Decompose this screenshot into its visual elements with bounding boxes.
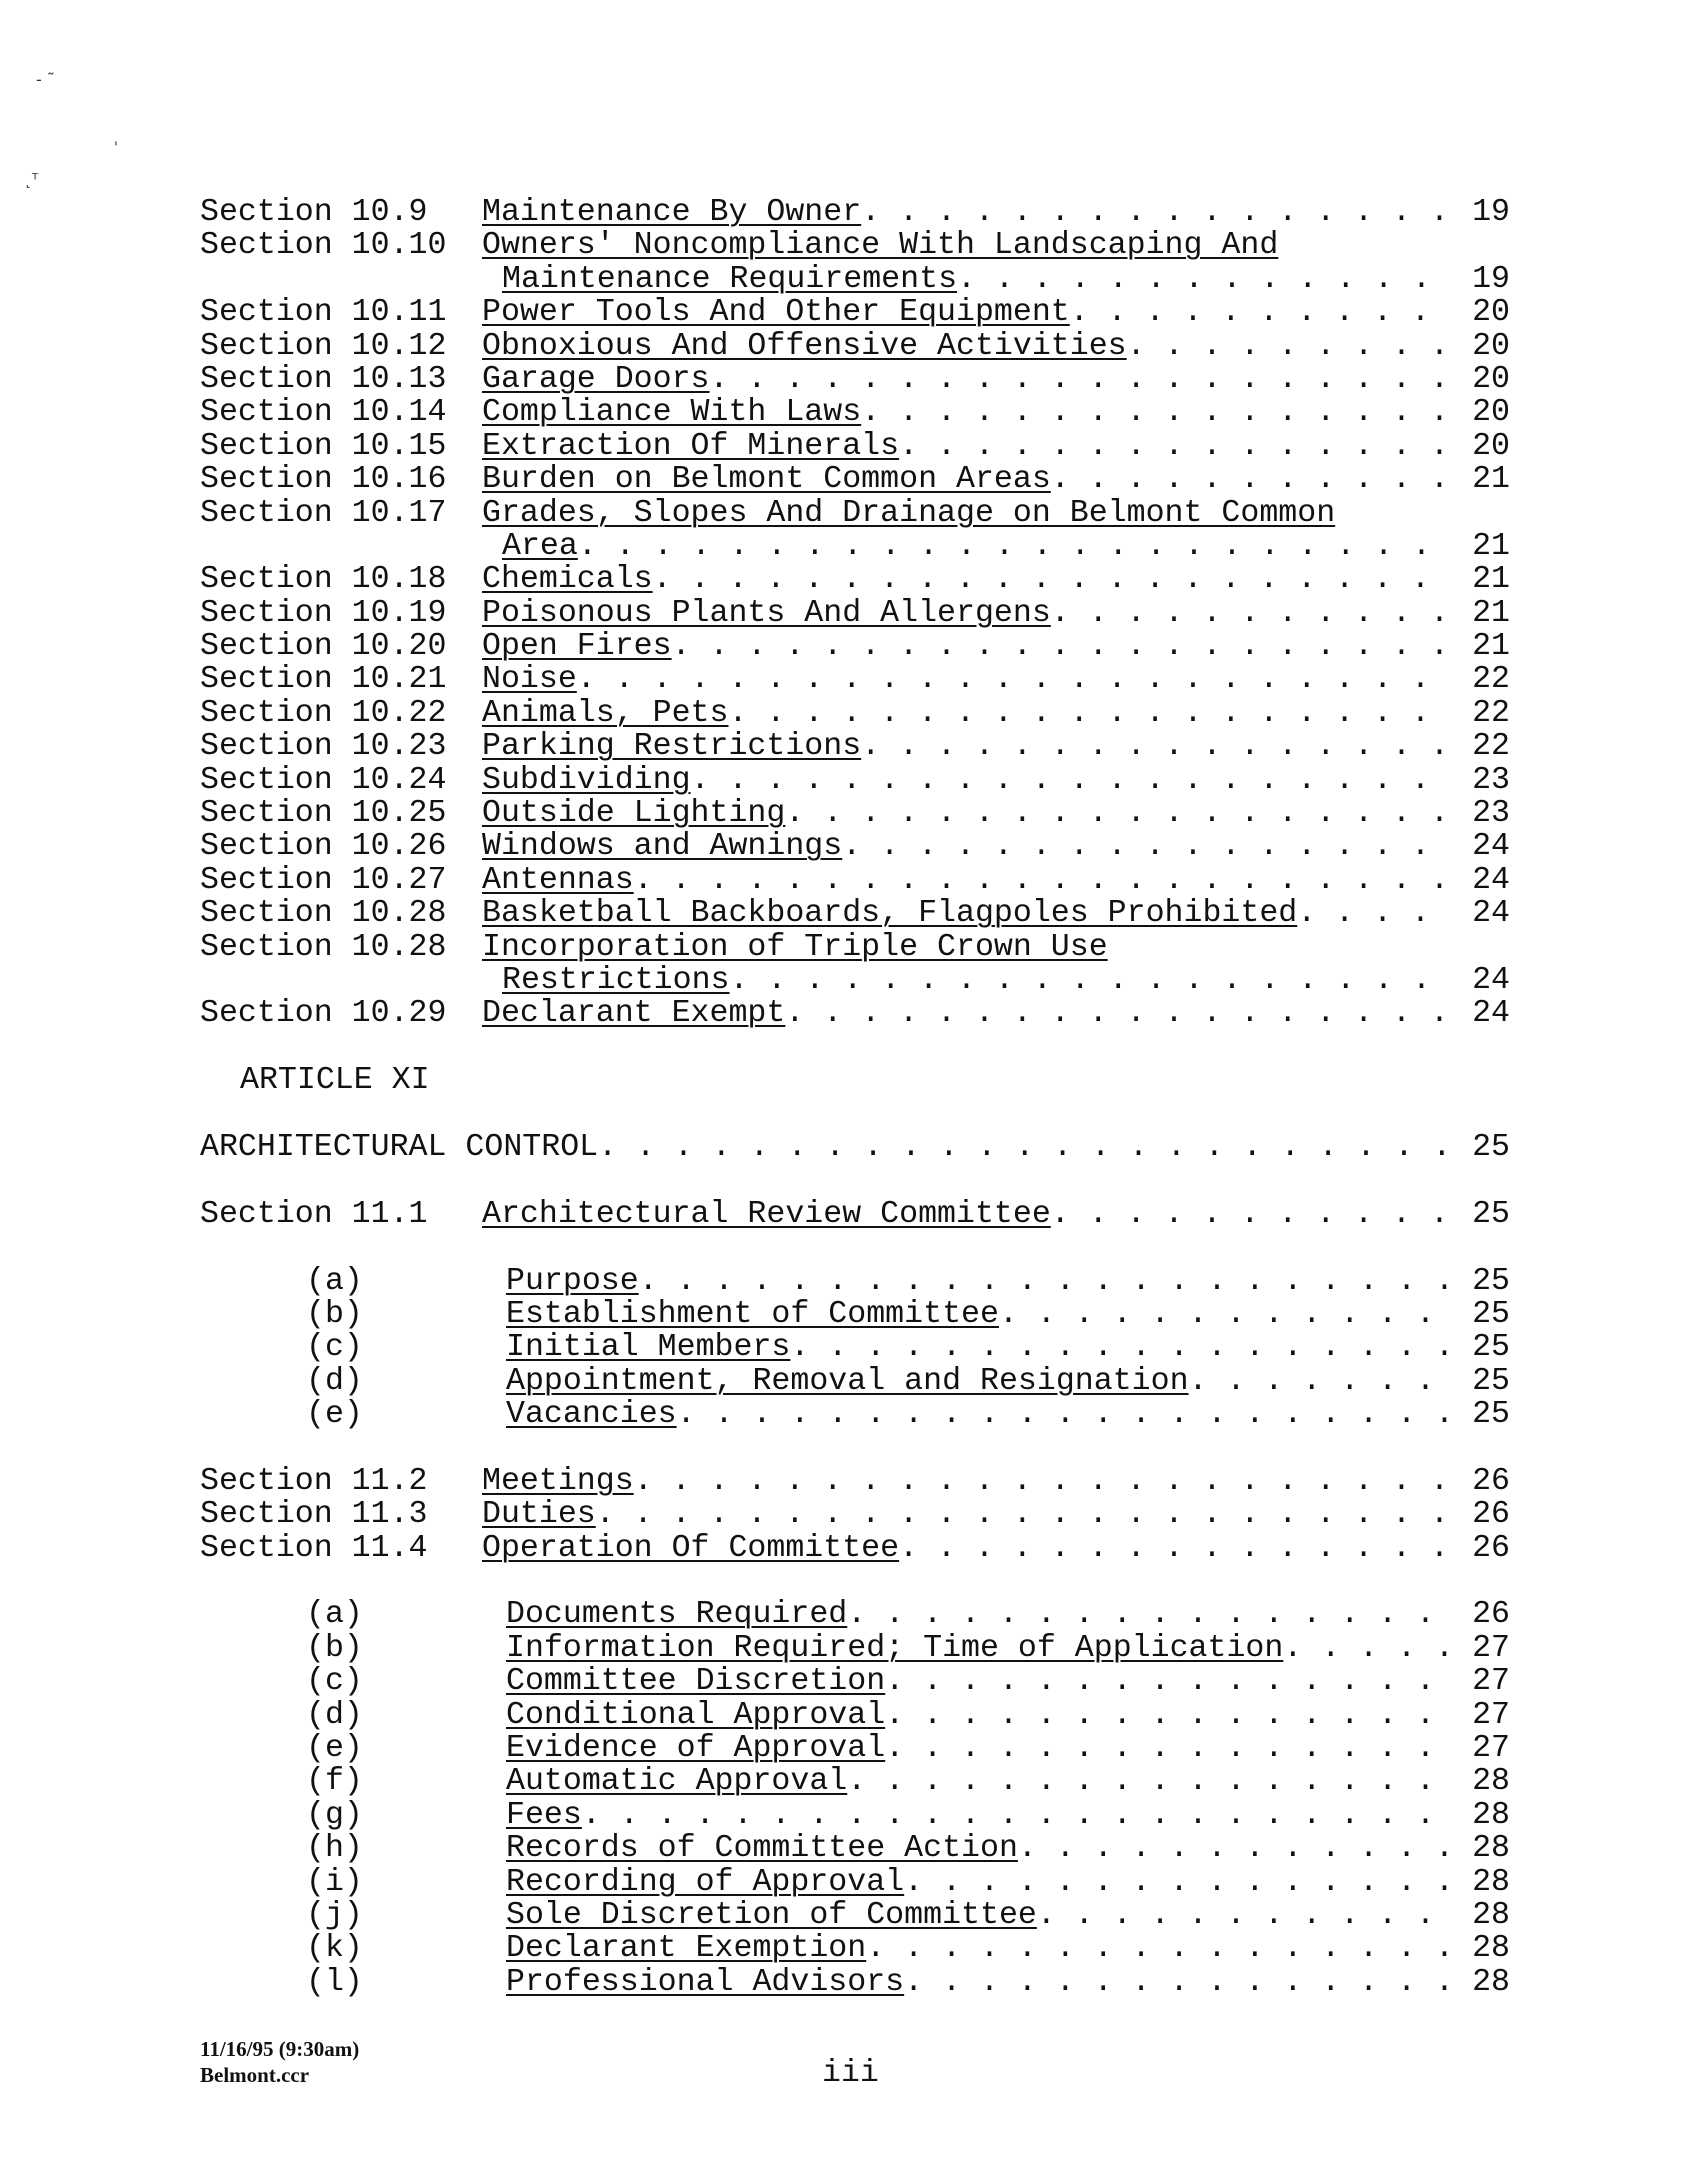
entry-title: Outside Lighting (482, 797, 786, 831)
subsection-label: (e) (306, 1730, 363, 1766)
dot-leader (904, 1966, 1450, 1999)
subsection-label: (l) (306, 1964, 363, 2000)
page-ref: 23 (1472, 796, 1510, 832)
entry-title: Fees (506, 1798, 582, 1833)
section-number (200, 964, 482, 997)
section-number: Section 10.23 (200, 729, 447, 765)
toc-entry (200, 1765, 1510, 1798)
page-ref: 26 (1472, 1530, 1510, 1566)
entry-title: Maintenance Requirements (502, 262, 958, 297)
entry-title: Establishment of Committee (506, 1297, 999, 1332)
page-ref: 24 (1472, 996, 1510, 1032)
section-number: Section 10.18 (200, 562, 447, 598)
dot-leader (1051, 597, 1450, 630)
entry-title-wrap (506, 1632, 1450, 1665)
spacer (200, 1031, 1510, 1064)
toc-entry (200, 931, 1510, 964)
page-ref: 20 (1472, 428, 1510, 464)
dot-leader (790, 1331, 1450, 1364)
page-ref: 19 (1472, 195, 1510, 230)
entry-title: Parking Restrictions (482, 730, 862, 764)
section-number: Section 10.16 (200, 462, 447, 498)
dot-leader (634, 864, 1450, 897)
dot-leader (861, 730, 1450, 763)
page-ref: 27 (1472, 1730, 1510, 1766)
page-ref: 26 (1472, 1497, 1510, 1533)
entry-title: Animals, Pets (482, 696, 729, 731)
entry-title-wrap (482, 263, 1450, 296)
entry-title-wrap (482, 463, 1450, 496)
entry-title-wrap (506, 1365, 1450, 1398)
scan-speck: - ˜ (36, 70, 55, 89)
dot-leader (653, 563, 1450, 596)
toc-entry (200, 1331, 1510, 1364)
entry-title: Noise (482, 663, 577, 697)
page-ref: 21 (1472, 562, 1510, 598)
entry-title: Declarant Exemption (506, 1932, 867, 1966)
toc-entry (200, 430, 1510, 463)
dot-leader (1127, 330, 1450, 363)
entry-title-wrap (482, 530, 1450, 563)
toc-entry (200, 263, 1510, 296)
entry-title: Meetings (482, 1464, 634, 1499)
subsection-label: (e) (306, 1397, 363, 1433)
entry-title: Initial Members (506, 1331, 791, 1365)
page-ref: 24 (1472, 829, 1510, 865)
subsection-label: (c) (306, 1664, 363, 1700)
entry-title: Windows and Awnings (482, 830, 843, 864)
subsection-label: (k) (306, 1931, 363, 1967)
toc-entry (200, 1265, 1510, 1298)
entry-title: Automatic Approval (506, 1765, 848, 1799)
entry-title-wrap (482, 330, 1450, 363)
page-ref: 27 (1472, 1664, 1510, 1700)
toc-entry (200, 1932, 1510, 1965)
entry-title: Garage Doors (482, 362, 710, 397)
toc-entry (200, 830, 1510, 863)
article-title-row (200, 1131, 1510, 1164)
page-ref: 25 (1472, 1363, 1510, 1399)
entry-title-wrap (482, 597, 1450, 630)
page-ref: 20 (1472, 295, 1510, 331)
page-ref: 24 (1472, 862, 1510, 898)
dot-leader (842, 830, 1450, 863)
entry-title: Obnoxious And Offensive Activities (482, 329, 1127, 363)
toc-entry (200, 330, 1510, 363)
toc-entry (200, 530, 1510, 563)
entry-title-wrap (482, 1498, 1450, 1531)
entry-title: Open Fires (482, 630, 672, 664)
entry-title-wrap (506, 1298, 1450, 1331)
toc-entry (200, 797, 1510, 830)
toc-entry (200, 964, 1510, 997)
article-title: ARCHITECTURAL CONTROL (200, 1130, 599, 1165)
dot-leader (672, 630, 1450, 663)
page-ref: 21 (1472, 595, 1510, 631)
entry-title-wrap (506, 1932, 1450, 1965)
dot-leader (885, 1699, 1450, 1732)
dot-leader (1189, 1365, 1450, 1398)
page-ref: 22 (1472, 695, 1510, 731)
entry-title: Purpose (506, 1264, 639, 1298)
page-ref: 25 (1472, 1196, 1510, 1232)
page-ref: 21 (1472, 528, 1510, 564)
footer-date: 11/16/95 (9:30am) (200, 2037, 360, 2061)
toc-entry (200, 1832, 1510, 1865)
entry-title-wrap (482, 663, 1450, 696)
entry-title: Declarant Exempt (482, 997, 786, 1031)
toc-entry (200, 563, 1510, 596)
entry-title-wrap (506, 1966, 1450, 1999)
toc-entry (200, 1598, 1510, 1631)
entry-title: Burden on Belmont Common Areas (482, 463, 1051, 497)
dot-leader (1037, 1899, 1450, 1932)
entry-title: Owners' Noncompliance With Landscaping And (482, 229, 1279, 263)
page-ref: 28 (1472, 1864, 1510, 1900)
subsection-label: (a) (306, 1597, 363, 1633)
entry-title-wrap (482, 830, 1450, 863)
entry-title-wrap (482, 563, 1450, 596)
entry-title: Maintenance By Owner (482, 196, 862, 230)
footer (200, 2036, 359, 2088)
section-number: Section 10.12 (200, 328, 447, 364)
entry-title-wrap (506, 1866, 1450, 1899)
page-ref: 22 (1472, 729, 1510, 765)
toc-entry (200, 396, 1510, 429)
section-number: Section 11.1 (200, 1196, 428, 1232)
subsection-label: (h) (306, 1831, 363, 1867)
page-ref: 25 (1472, 1263, 1510, 1299)
page-ref: 23 (1472, 762, 1510, 798)
toc-entry (200, 363, 1510, 396)
entry-title-wrap (506, 1765, 1450, 1798)
page-ref: 28 (1472, 1764, 1510, 1800)
dot-leader (1297, 897, 1450, 930)
dot-leader (1051, 1198, 1450, 1231)
spacer (200, 1098, 1510, 1131)
entry-title: Area (502, 529, 578, 564)
entry-title: Power Tools And Other Equipment (482, 296, 1070, 330)
entry-title-wrap (482, 630, 1450, 663)
entry-title-wrap (482, 730, 1450, 763)
entry-title-wrap (482, 764, 1450, 797)
dot-leader (596, 1498, 1450, 1531)
toc-entry (200, 1498, 1510, 1531)
toc-entry (200, 864, 1510, 897)
entry-title: Duties (482, 1498, 596, 1532)
dot-leader (710, 363, 1450, 396)
page-ref: 25 (1472, 1129, 1510, 1165)
page-ref: 25 (1472, 1296, 1510, 1332)
dot-leader (999, 1298, 1450, 1331)
dot-leader (785, 797, 1450, 830)
subsection-label: (j) (306, 1897, 363, 1933)
toc-entry (200, 1365, 1510, 1398)
entry-title-wrap (506, 1732, 1450, 1765)
entry-title: Restrictions (502, 963, 730, 998)
entry-title-wrap (506, 1799, 1450, 1832)
toc-entry (200, 1899, 1510, 1932)
subsection-label: (b) (306, 1630, 363, 1666)
dot-leader (578, 530, 1450, 563)
entry-title-wrap (482, 1465, 1450, 1498)
entry-title: Documents Required (506, 1598, 848, 1632)
entry-title: Records of Committee Action (506, 1832, 1018, 1866)
spacer (200, 1565, 1510, 1598)
page-ref: 25 (1472, 1397, 1510, 1433)
entry-title-wrap (482, 229, 1450, 262)
page-ref (1450, 931, 1510, 964)
page-ref (1450, 229, 1510, 262)
entry-title-wrap (482, 897, 1450, 930)
toc-entry (200, 597, 1510, 630)
page-ref: 28 (1472, 1964, 1510, 2000)
page-number: iii (822, 2056, 879, 2091)
toc-entry (200, 1665, 1510, 1698)
entry-title-wrap (506, 1699, 1450, 1732)
dot-leader (957, 263, 1450, 296)
section-number (200, 263, 482, 296)
entry-title-wrap (482, 430, 1450, 463)
entry-title-wrap (482, 296, 1450, 329)
toc-entry (200, 630, 1510, 663)
entry-title: Information Required; Time of Application (506, 1631, 1284, 1666)
entry-title: Extraction Of Minerals (482, 429, 900, 464)
page-ref (1450, 497, 1510, 530)
section-number: Section 10.24 (200, 762, 447, 798)
section-number: Section 10.14 (200, 395, 447, 431)
section-number: Section 11.4 (200, 1530, 428, 1566)
dot-leader (1283, 1632, 1450, 1665)
entry-title-wrap (482, 697, 1450, 730)
section-number: Section 10.22 (200, 695, 447, 731)
dot-leader (577, 663, 1450, 696)
page-ref: 26 (1472, 1597, 1510, 1633)
entry-title: Compliance With Laws (482, 396, 862, 430)
dot-leader (730, 964, 1450, 997)
page-ref: 28 (1472, 1831, 1510, 1867)
page-ref: 21 (1472, 462, 1510, 498)
dot-leader (861, 396, 1450, 429)
section-number: Section 10.28 (200, 896, 447, 932)
toc-entry (200, 1632, 1510, 1665)
dot-leader (847, 1765, 1450, 1798)
scan-speck: ' (114, 140, 118, 156)
entry-title: Operation Of Committee (482, 1531, 900, 1566)
toc-entry (200, 1866, 1510, 1899)
page-ref: 27 (1472, 1697, 1510, 1733)
section-number: Section 11.2 (200, 1463, 428, 1499)
subsection-label: (d) (306, 1363, 363, 1399)
entry-title-wrap (482, 864, 1450, 897)
entry-title: Sole Discretion of Committee (506, 1898, 1037, 1933)
toc-entry (200, 1732, 1510, 1765)
section-number: Section 10.25 (200, 796, 447, 832)
toc-entry (200, 1298, 1510, 1331)
page-ref: 26 (1472, 1463, 1510, 1499)
entry-title-wrap (482, 1532, 1450, 1565)
toc-entry (200, 1699, 1510, 1732)
entry-title-wrap (506, 1899, 1450, 1932)
dot-leader (847, 1598, 1450, 1631)
section-number: Section 10.17 (200, 495, 447, 531)
page-ref: 28 (1472, 1797, 1510, 1833)
dot-leader (1051, 463, 1450, 496)
dot-leader (598, 1131, 1450, 1164)
subsection-label: (a) (306, 1263, 363, 1299)
toc-entry (200, 1799, 1510, 1832)
toc-entry (200, 1465, 1510, 1498)
dot-leader (785, 997, 1450, 1030)
section-number: Section 10.28 (200, 929, 447, 965)
entry-title: Antennas (482, 863, 634, 898)
table-of-contents (200, 196, 1510, 1999)
page-ref: 20 (1472, 328, 1510, 364)
entry-title: Evidence of Approval (506, 1731, 886, 1766)
entry-title-wrap (506, 1331, 1450, 1364)
entry-title-wrap (482, 797, 1450, 830)
section-number (200, 530, 482, 563)
toc-entry (200, 1398, 1510, 1431)
dot-leader (1018, 1832, 1450, 1865)
section-number: Section 10.10 (200, 228, 447, 264)
toc-entry (200, 997, 1510, 1030)
dot-leader (634, 1465, 1450, 1498)
entry-title-wrap (506, 1265, 1450, 1298)
dot-leader (677, 1398, 1450, 1431)
page-ref: 21 (1472, 629, 1510, 665)
section-number: Section 10.20 (200, 629, 447, 665)
entry-title-wrap (506, 1598, 1450, 1631)
entry-title: Subdividing (482, 763, 691, 798)
page-ref: 25 (1472, 1330, 1510, 1366)
article-heading: ARTICLE XI (240, 1063, 430, 1099)
page-ref: 20 (1472, 395, 1510, 431)
section-number: Section 10.26 (200, 829, 447, 865)
section-number: Section 10.9 (200, 195, 428, 230)
page-ref: 19 (1472, 261, 1510, 297)
toc-entry (200, 1198, 1510, 1231)
scan-speck: ˛ᵀ (24, 170, 39, 189)
section-number: Section 10.19 (200, 595, 447, 631)
section-number: Section 11.3 (200, 1497, 428, 1533)
entry-title-wrap (482, 363, 1450, 396)
entry-title: Poisonous Plants And Allergens (482, 596, 1051, 631)
entry-title: Appointment, Removal and Resignation (506, 1364, 1189, 1399)
spacer (200, 1231, 1510, 1264)
subsection-label: (f) (306, 1764, 363, 1800)
dot-leader (728, 697, 1450, 730)
page-ref: 24 (1472, 896, 1510, 932)
entry-title: Professional Advisors (506, 1965, 905, 2000)
toc-entry (200, 196, 1510, 229)
section-number: Section 10.21 (200, 662, 447, 698)
page-ref: 28 (1472, 1897, 1510, 1933)
article-title-wrap (200, 1131, 1450, 1164)
entry-title: Architectural Review Committee (482, 1197, 1051, 1232)
entry-title-wrap (482, 997, 1450, 1030)
subsection-label: (c) (306, 1330, 363, 1366)
toc-entry (200, 1966, 1510, 1999)
page-ref: 28 (1472, 1931, 1510, 1967)
entry-title-wrap (482, 964, 1450, 997)
entry-title: Incorporation of Triple Crown Use (482, 930, 1108, 964)
toc-entry (200, 229, 1510, 262)
subsection-label: (i) (306, 1864, 363, 1900)
entry-title: Chemicals (482, 563, 653, 597)
entry-title-wrap (482, 1198, 1450, 1231)
page-ref: 24 (1472, 962, 1510, 998)
entry-title-wrap (506, 1832, 1450, 1865)
spacer (200, 1431, 1510, 1464)
section-number: Section 10.27 (200, 862, 447, 898)
dot-leader (861, 196, 1450, 229)
entry-title-wrap (482, 497, 1450, 530)
dot-leader (1070, 296, 1450, 329)
entry-title-wrap (482, 396, 1450, 429)
dot-leader (639, 1265, 1450, 1298)
entry-title: Committee Discretion (506, 1665, 886, 1699)
page-ref: 22 (1472, 662, 1510, 698)
dot-leader (582, 1799, 1450, 1832)
toc-entry (200, 463, 1510, 496)
toc-entry (200, 497, 1510, 530)
toc-entry (200, 663, 1510, 696)
toc-entry (200, 697, 1510, 730)
dot-leader (899, 430, 1450, 463)
dot-leader (885, 1665, 1450, 1698)
toc-entry (200, 730, 1510, 763)
page-ref: 27 (1472, 1630, 1510, 1666)
entry-title-wrap (482, 196, 1450, 229)
subsection-label: (b) (306, 1296, 363, 1332)
toc-entry (200, 764, 1510, 797)
dot-leader (899, 1532, 1450, 1565)
section-number: Section 10.13 (200, 361, 447, 397)
dot-leader (885, 1732, 1450, 1765)
toc-entry (200, 1532, 1510, 1565)
entry-title: Grades, Slopes And Drainage on Belmont Common (482, 496, 1336, 530)
dot-leader (691, 764, 1450, 797)
subsection-label: (g) (306, 1797, 363, 1833)
entry-title: Conditional Approval (506, 1698, 886, 1732)
entry-title: Vacancies (506, 1398, 677, 1432)
footer-filename: Belmont.ccr (200, 2063, 310, 2087)
section-number: Section 10.29 (200, 996, 447, 1032)
entry-title-wrap (482, 931, 1450, 964)
dot-leader (904, 1866, 1450, 1899)
section-number: Section 10.11 (200, 295, 447, 331)
section-number: Section 10.15 (200, 428, 447, 464)
page-ref: 20 (1472, 361, 1510, 397)
entry-title-wrap (506, 1665, 1450, 1698)
dot-leader (866, 1932, 1450, 1965)
spacer (200, 1164, 1510, 1197)
entry-title-wrap (506, 1398, 1450, 1431)
entry-title: Recording of Approval (506, 1865, 905, 1899)
toc-entry (200, 897, 1510, 930)
entry-title: Basketball Backboards, Flagpoles Prohibited (482, 897, 1298, 931)
subsection-label: (d) (306, 1697, 363, 1733)
toc-entry (200, 296, 1510, 329)
